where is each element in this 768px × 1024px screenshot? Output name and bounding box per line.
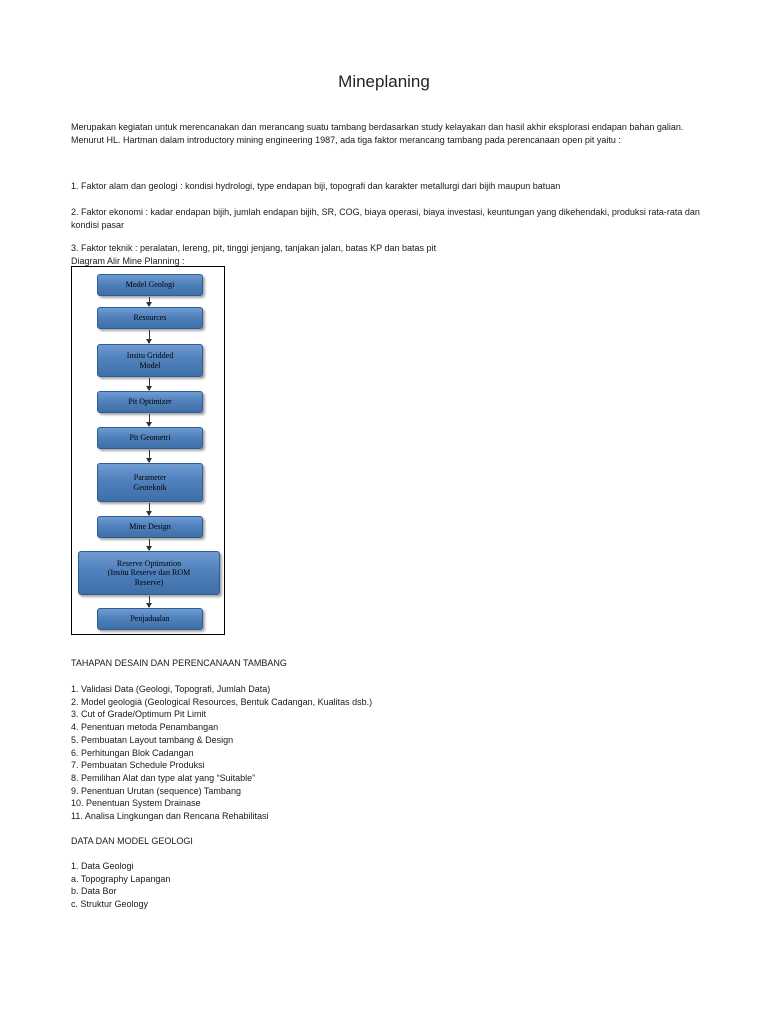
- tahapan-list: [71, 683, 372, 823]
- list-item: 5. Pembuatan Layout tambang & Design: [71, 734, 234, 745]
- flow-arrow: [149, 539, 150, 550]
- flow-arrow: [149, 330, 150, 343]
- flow-arrow: [149, 596, 150, 607]
- flow-arrow: [149, 450, 150, 462]
- flow-step-insitu-gridded-model: Insitu Gridded Model: [97, 344, 203, 377]
- list-item: 9. Penentuan Urutan (sequence) Tambang: [71, 785, 241, 796]
- diagram-caption: Diagram Alir Mine Planning :: [71, 256, 185, 266]
- section-heading-data-model-geologi: DATA DAN MODEL GEOLOGI: [71, 836, 193, 846]
- intro-paragraph: Merupakan kegiatan untuk merencanakan dan merancang suatu tambang berdasarkan study kelayakan dan hasil akhir eksplorasi endapan bahan galian. Menurut HL. Hartman dalam introductory mining engineering 1987, ada tiga faktor merancang tambang pada perencanaan open pit yaitu :: [71, 122, 684, 145]
- flow-step-mine-design: Mine Design: [97, 516, 203, 538]
- flow-step-parameter-geoteknik: Parameter Geoteknik: [97, 463, 203, 502]
- flow-step-model-geologi: Model Geologi: [97, 274, 203, 296]
- list-item: 10. Penentuan System Drainase: [71, 798, 201, 809]
- list-item: 1. Data Geologi: [71, 861, 134, 871]
- factor-economic: 2. Faktor ekonomi : kadar endapan bijih, jumlah endapan bijih, SR, COG, biaya operasi, biaya investasi, keuntungan yang dikehendaki, produksi rata-rata dan kondisi pasar: [71, 207, 700, 230]
- mine-planning-flowchart: [71, 266, 225, 635]
- flow-step-resources: Resources: [97, 307, 203, 329]
- factor-nature-geology: 1. Faktor alam dan geologi : kondisi hydrologi, type endapan biji, topografi dan karakter metallurgi dari bijih maupun batuan: [71, 181, 561, 191]
- page-title: Mineplaning: [338, 72, 430, 91]
- list-item: a. Topography Lapangan: [71, 873, 171, 884]
- list-item: 2. Model geologià (Geological Resources, Bentuk Cadangan, Kualitas dsb.): [71, 696, 373, 707]
- flow-arrow: [149, 297, 150, 306]
- flow-arrow: [149, 378, 150, 390]
- flow-step-reserve-optimation: Reserve Optimation (Insitu Reserve dan ROM Reserve): [78, 551, 220, 595]
- list-item: 11. Analisa Lingkungan dan Rencana Rehabilitasi: [71, 811, 269, 822]
- flow-arrow: [149, 414, 150, 426]
- list-item: 8. Pemilihan Alat dan type alat yang “Suitable”: [71, 772, 256, 783]
- list-item: 1. Validasi Data (Geologi, Topografi, Jumlah Data): [71, 684, 271, 694]
- list-item: b. Data Bor: [71, 886, 117, 897]
- list-item: 7. Pembuatan Schedule Produksi: [71, 760, 205, 771]
- data-geologi-list: [71, 860, 170, 911]
- factor-technical: 3. Faktor teknik : peralatan, lereng, pit, tinggi jenjang, tanjakan jalan, batas KP dan batas pit: [71, 243, 437, 253]
- flow-step-pit-geometri: Pit Geometri: [97, 427, 203, 449]
- section-heading-tahapan: TAHAPAN DESAIN DAN PERENCANAAN TAMBANG: [71, 658, 287, 668]
- list-item: c. Struktur Geology: [71, 899, 149, 910]
- flow-step-pit-optimizer: Pit Optimizer: [97, 391, 203, 413]
- flow-arrow: [149, 503, 150, 515]
- list-item: 6. Perhitungan Blok Cadangan: [71, 747, 194, 758]
- list-item: 3. Cut of Grade/Optimum Pit Limit: [71, 709, 207, 720]
- flow-step-penjadualan: Penjadualan: [97, 608, 203, 630]
- list-item: 4. Penentuan metoda Penambangan: [71, 722, 219, 733]
